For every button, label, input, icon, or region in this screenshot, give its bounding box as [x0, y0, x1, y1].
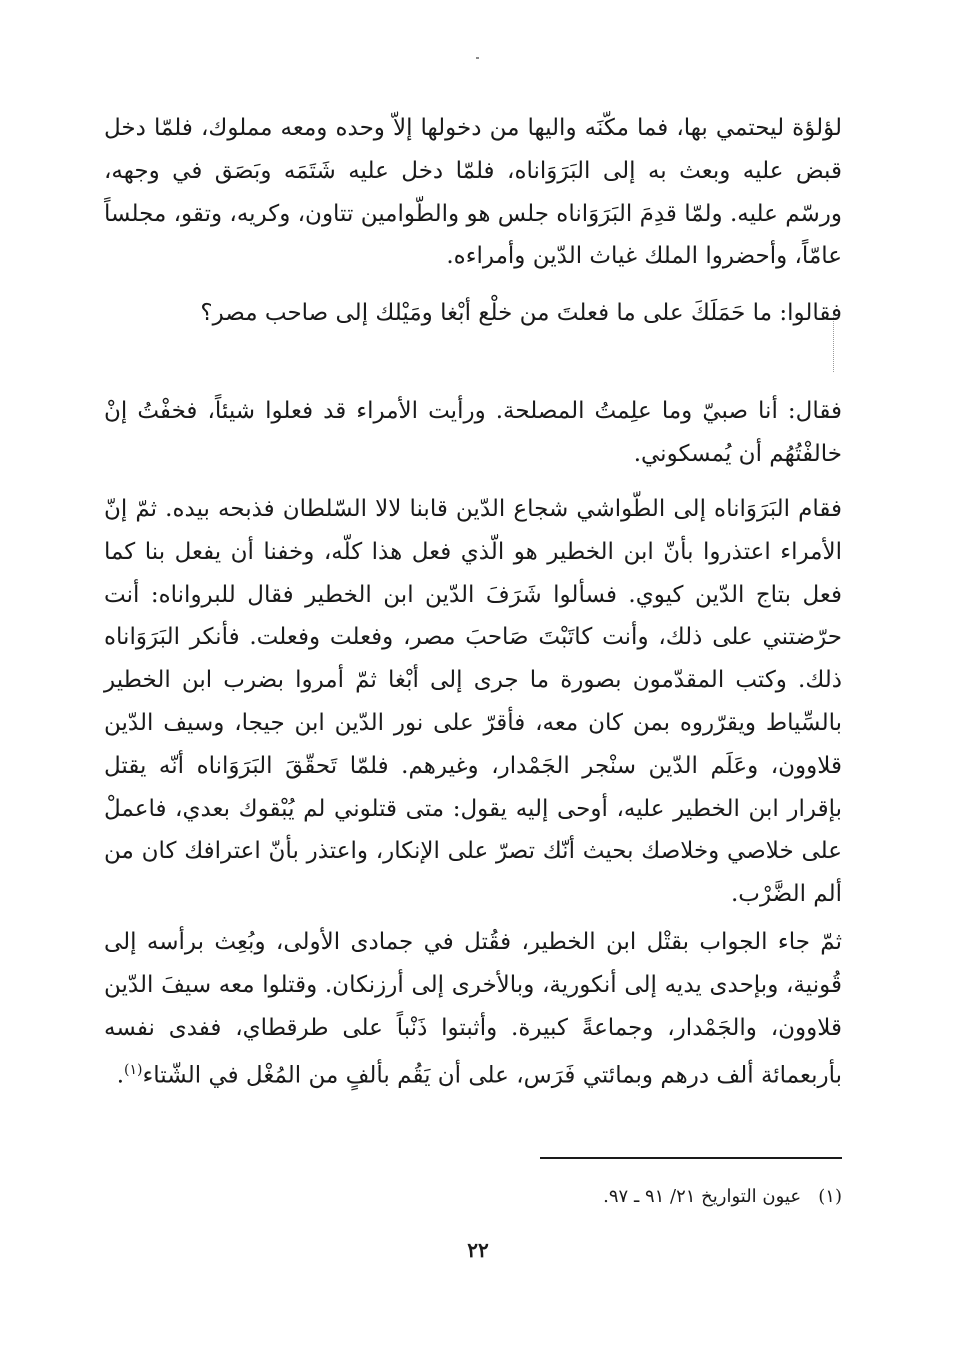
paragraph-2: فقالوا: ما حَمَلَكَ على ما فعلتَ من خلْع أبْغا ومَيْلك إلى صاحب مصر؟	[200, 300, 842, 326]
footnote-text: عيون التواريخ ٢١/ ٩١ ـ ٩٧.	[603, 1186, 802, 1207]
scan-speck	[476, 57, 479, 59]
footnote	[404, 1183, 842, 1211]
paragraph-3: فقال: أنا صبيّ وما علِمتُ المصلحة. ورأيت الأمراء قد فعلوا شيئاً، فخفْتُ إنْ خالفْتُهُم أن يُمسكوني.	[104, 398, 842, 467]
paragraph-5-text: ثمّ جاء الجواب بقتْل ابن الخطير، فقُتل في جمادى الأولى، وبُعِث برأسه إلى قُونية، وبإحدى يديه إلى أنكورية، وبالأخرى إلى أرزنكان. وقتلوا معه سيفَ الدّين قلاوون، والجَمْدار، وجماعةً كبيرة. وأثبتوا ذَنْباً على طرقطاي، ففدى نفسه بأربعمائة ألف درهم وبمائتي فَرَس، على أن يَقُم بألفٍ من المُغْل في الشّتاء	[104, 929, 842, 1090]
footnote-divider	[540, 1157, 842, 1159]
page-number: ٢٢	[467, 1238, 489, 1262]
paragraph-5-period: .	[116, 1063, 124, 1090]
paragraph-4: فقام البَرَوَاناه إلى الطّواشي شجاع الدّين قابنا لالا السّلطان فذبحه بيده. ثمّ إنّ الأمراء اعتذروا بأنّ ابن الخطير هو الّذي فعل هذا كلّه، وخفنا أن يفعل بنا كما فعل بتاج الدّين كيوي. فسألوا شَرَفَ الدّين ابن الخطير فقال للبرواناه: أنت حرّضتني على ذلك، وأنت كاتَبْتَ صَاحبَ مصر، وفعلت وفعلت. فأنكر البَرَوَاناه ذلك. وكتب المقدّمون بصورة ما جرى إلى أبْغا ثمّ أمروا بضرب ابن الخطير بالسِّياط ويقرّروه بمن كان معه، فأقرّ على نور الدّين ابن جيجا، وسيف الدّين قلاوون، وعَلَم الدّين سنْجر الجَمْدار، وغيرهم. فلمّا تَحقّقَ البَرَوَاناه أنّه يقتل بإقرار ابن الخطير عليه، أوحى إليه يقول: متى قتلوني لم يُبْقوك بعدي، فاعملْ على خلاصي وخلاصك بحيث أنّك تصرّ على الإنكار، واعتذر بأنّ اعترافك كان من ألم الضَّرْب.	[104, 496, 842, 908]
footnote-marker: (١)	[818, 1186, 842, 1207]
paragraph-5	[104, 921, 842, 1098]
paragraph-1: لؤلؤة ليحتمي بها، فما مكّنَه واليها من دخولها إلاّ وحده ومعه مملوك، فلمّا دخل قبض عليه وبعث به إلى البَرَوَاناه، فلمّا دخل عليه شَتَمَه وبَصَق في وجهه، ورسّم عليه. ولمّا قدِمَ البَرَوَاناه جلس هو والطّوامين تتاون، وكريه، وتقو، مجلساً عامّاً، وأحضروا الملك غياث الدّين وأمراءه.	[104, 115, 842, 270]
footnote-reference: (١)	[124, 1062, 143, 1079]
